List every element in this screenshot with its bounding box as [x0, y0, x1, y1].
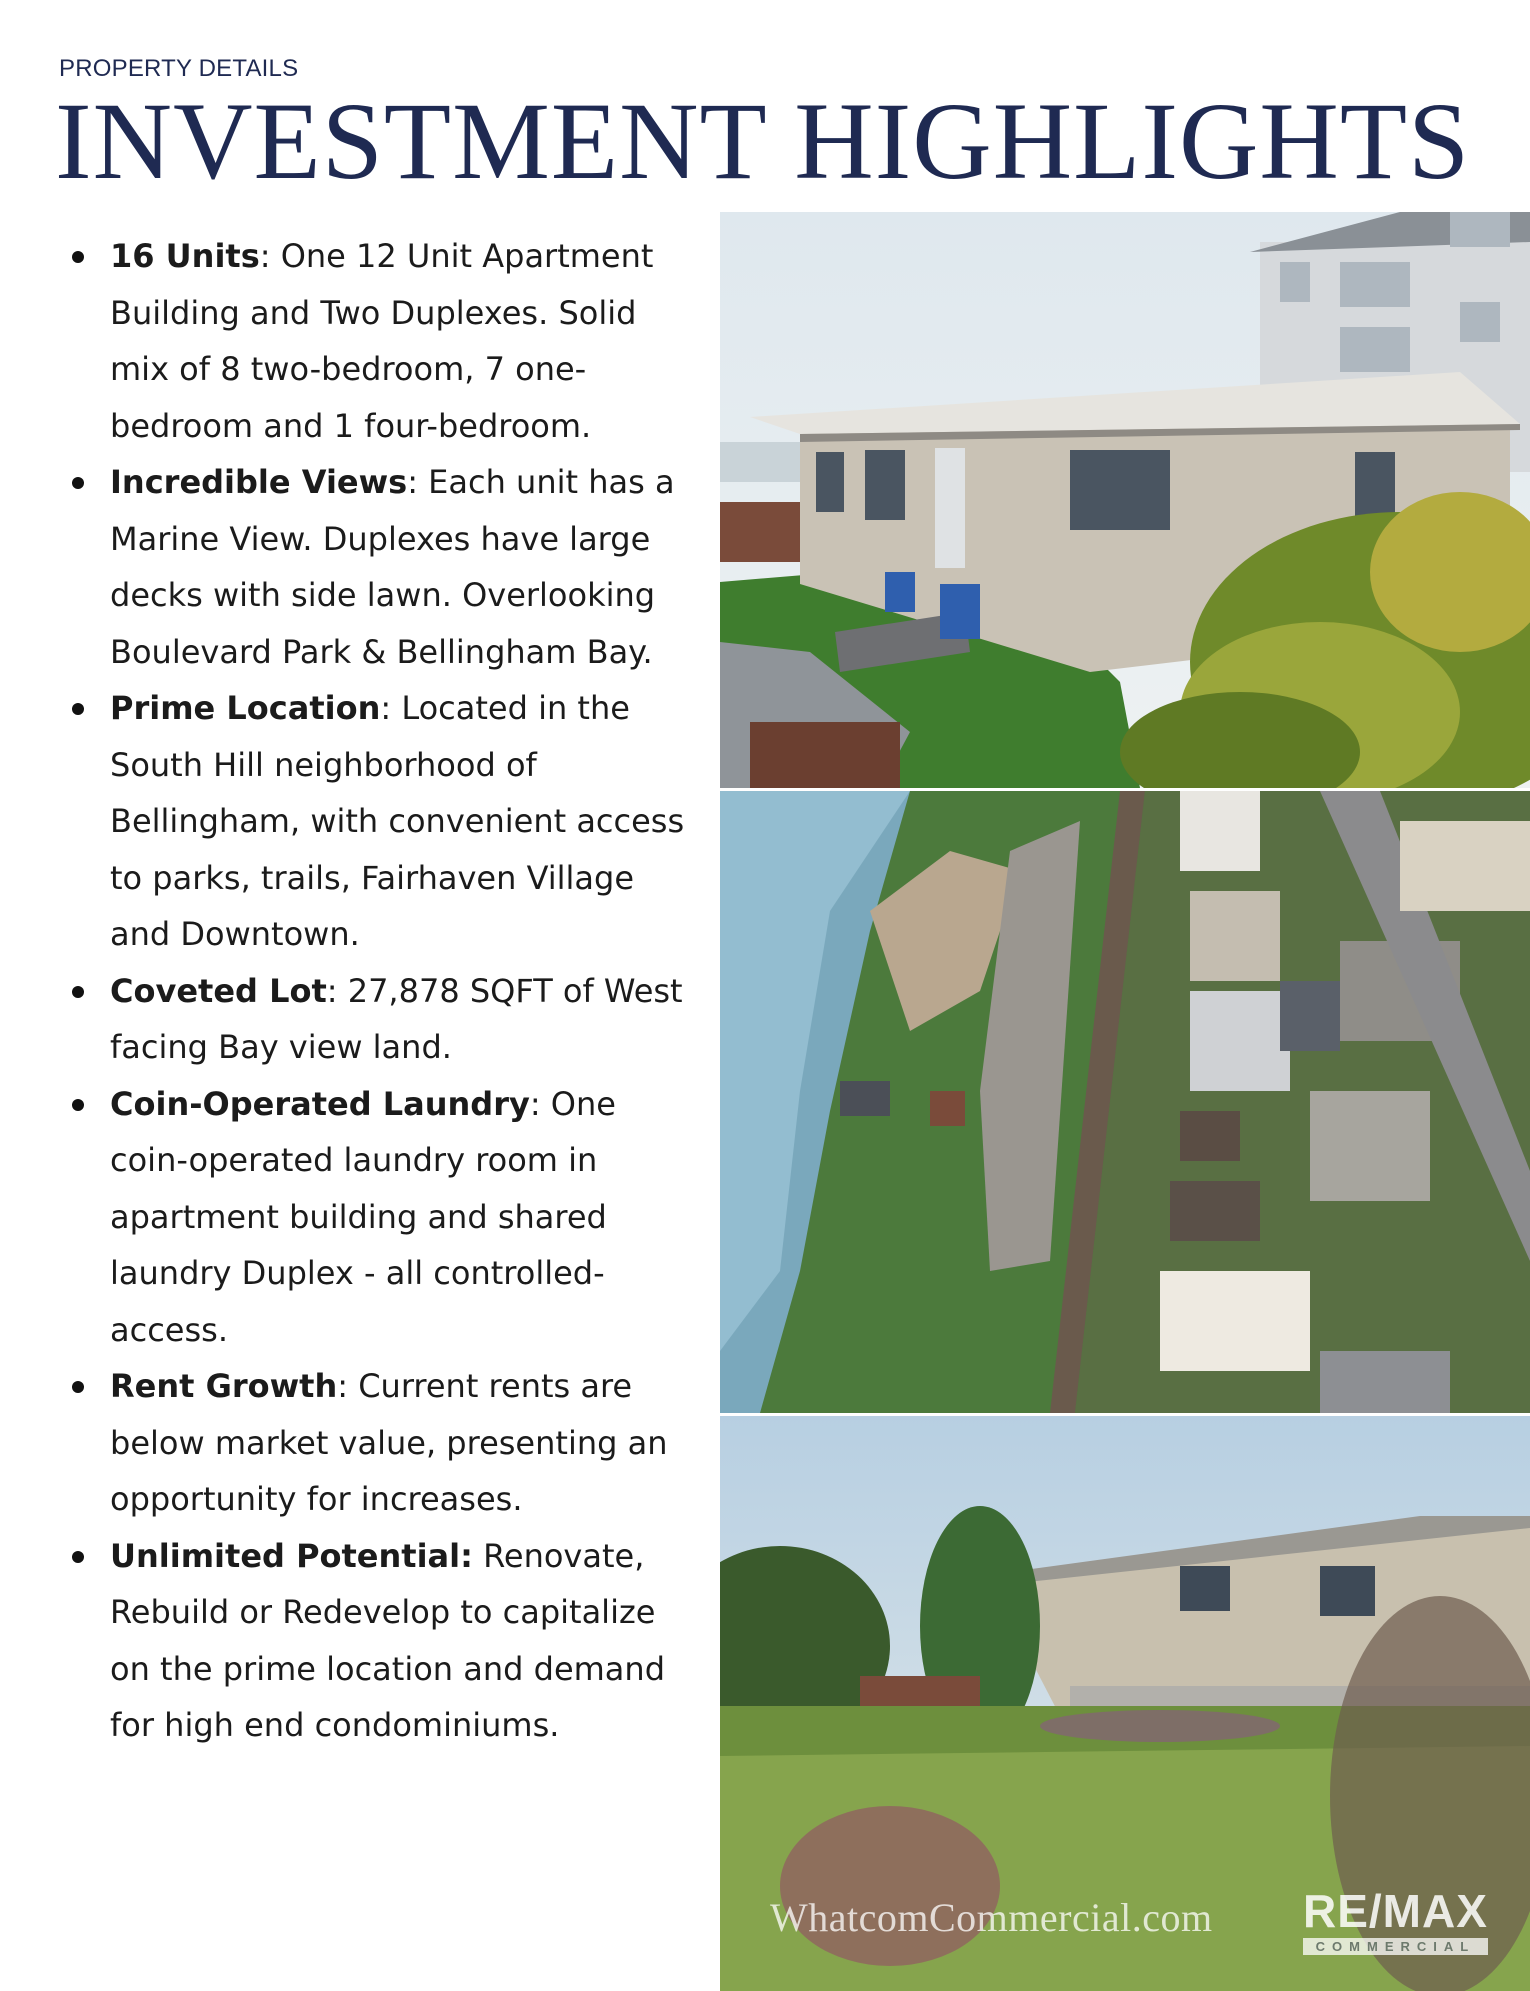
page-title: INVESTMENT HIGHLIGHTS [55, 80, 1471, 202]
list-item [60, 1076, 685, 1359]
item-sep: : [380, 689, 392, 727]
item-label: Rent Growth [110, 1367, 338, 1405]
item-label: Unlimited Potential: [110, 1536, 473, 1575]
list-item [60, 680, 685, 963]
list-item [60, 1358, 685, 1528]
list-item [60, 228, 685, 454]
item-sep: : [259, 237, 271, 275]
item-text: One coin-operated laundry room in apartment building and shared laundry Duplex - all controlled-access. [110, 1084, 616, 1349]
item-text: 27,878 SQFT of West facing Bay view land. [110, 971, 683, 1066]
item-label: 16 Units [110, 237, 260, 275]
item-label: Coveted Lot [110, 971, 327, 1010]
item-label: Prime Location [110, 689, 381, 727]
item-text: One 12 Unit Apartment Building and Two Duplexes. Solid mix of 8 two-bedroom, 7 one-bedroom and 1 four-bedroom. [110, 237, 654, 445]
brand-logo [1303, 1885, 1488, 1955]
item-text: Current rents are below market value, presenting an opportunity for increases. [110, 1367, 668, 1518]
item-label: Incredible Views [110, 463, 408, 501]
brand-name: RE/MAX [1303, 1885, 1488, 1937]
list-item [60, 454, 685, 680]
highlights-list [60, 228, 685, 1754]
duplex-exterior-photo [720, 212, 1530, 788]
item-label: Coin-Operated Laundry [110, 1084, 530, 1123]
item-text: Renovate, Rebuild or Redevelop to capitalize on the prime location and demand for high end condominiums. [110, 1536, 665, 1744]
list-item [60, 1528, 685, 1754]
brand-subtitle: COMMERCIAL [1303, 1938, 1488, 1955]
item-text: Each unit has a Marine View. Duplexes have large decks with side lawn. Overlooking Boulevard Park & Bellingham Bay. [110, 463, 675, 671]
list-item [60, 963, 685, 1076]
item-sep: : [326, 971, 338, 1010]
item-text: Located in the South Hill neighborhood of Bellingham, with convenient access to parks, trails, Fairhaven Village and Downtown. [110, 689, 685, 953]
item-sep: : [407, 463, 418, 501]
item-sep: : [337, 1367, 349, 1405]
section-label: PROPERTY DETAILS [59, 55, 299, 82]
watermark-website: WhatcomCommercial.com [770, 1895, 1213, 1940]
aerial-view-photo [720, 791, 1530, 1413]
item-sep: : [529, 1084, 541, 1123]
